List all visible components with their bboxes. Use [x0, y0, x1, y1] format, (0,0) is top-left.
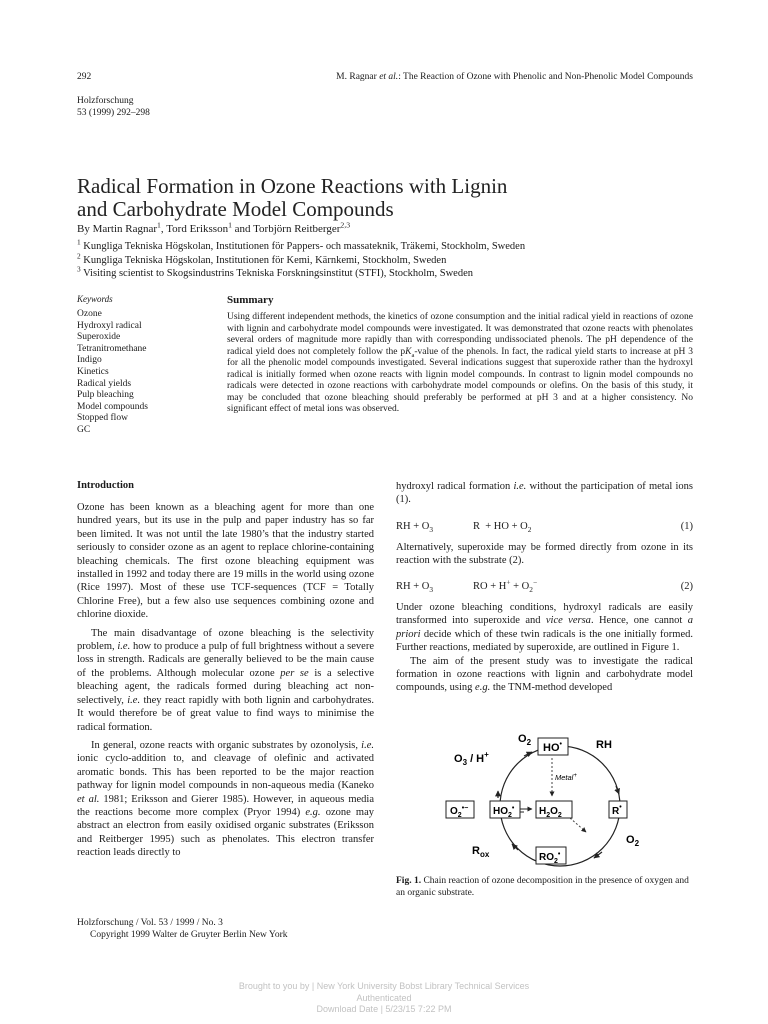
download-line: Authenticated: [356, 992, 412, 1003]
label-o2-minus: $O_2^{•-}$: [450, 805, 469, 819]
label-h2o2: $H_2O_2$: [539, 806, 562, 819]
keyword: Superoxide: [77, 332, 121, 343]
label-rox: $R_{ox}$: [472, 845, 490, 859]
affiliation: $^1$ Kungliga Tekniska Högskolan, Institutionen för Pappers- och massateknik, Träkemi, Stockholm, Sweden: [77, 237, 526, 252]
keywords-list: [77, 309, 148, 437]
equation-1-number: (1): [680, 521, 693, 532]
affiliations: [77, 237, 526, 281]
label-r: R•: [612, 804, 622, 817]
keyword: Kinetics: [77, 366, 109, 377]
keyword: Model compounds: [77, 401, 148, 412]
section-heading-introduction: Introduction: [77, 480, 134, 491]
equation-1-left: RH + $O_3$: [396, 521, 434, 535]
download-notice: [0, 981, 768, 1016]
keyword: Indigo: [77, 355, 102, 366]
label-rh: RH: [596, 739, 612, 751]
download-line: Brought to you by | New York University Bobst Library Technical Services: [238, 981, 530, 991]
keyword: Radical yields: [77, 378, 132, 389]
title-line-2: and Carbohydrate Model Compounds: [77, 197, 394, 221]
title-line-1: Radical Formation in Ozone Reactions with Lignin: [77, 174, 508, 198]
right-column-body: [396, 480, 693, 507]
label-o2-right: $O_2$: [626, 834, 640, 848]
label-ro2: $RO_2^•$: [539, 851, 561, 865]
keyword: Ozone: [77, 309, 102, 319]
label-ho2: $HO_2^•$: [493, 805, 515, 819]
figure-1-diagram: [440, 728, 660, 870]
running-title: M. Ragnar et al.: The Reaction of Ozone with Phenolic and Non-Phenolic Model Compounds: [336, 72, 693, 82]
dashed-arrow: [570, 818, 586, 832]
label-o2-top: $O_2$: [518, 733, 532, 747]
paragraph: In general, ozone reacts with organic substrates by ozonolysis, i.e. ionic cyclo-addition to, and cleavage of olefinic and activated aromatic bonds. This has been reported to be the major reaction pathway for lignin model compounds in non-aqueous media (Kaneko et al. 1981; Eriksson and Gierer 1985). However, in aqueous media the reactions become more complex (Pryor 1994) e.g. ozone may abstract an electron from easily oxidised organic substrates (Eriksson and Reitberger 1995) such as phenolates. This electron transfer reaction leads directly to: [77, 739, 374, 859]
label-metal: Metal+: [555, 773, 577, 782]
equation-2-right: RO + $H^+ + O_2^-$: [473, 577, 538, 595]
keyword: Stopped flow: [77, 413, 128, 424]
equation-1-right: R + HO + $O_2$: [473, 521, 532, 535]
keyword: Hydroxyl radical: [77, 320, 142, 331]
paragraph: hydroxyl radical formation i.e. without the participation of metal ions (1).: [396, 481, 693, 506]
right-column-body-2: [396, 601, 693, 695]
keyword: GC: [77, 424, 91, 435]
author-name: Martin Ragnar: [92, 223, 158, 235]
keyword: Pulp bleaching: [77, 390, 134, 401]
author-name: Tord Eriksson: [166, 223, 229, 235]
affiliation: $^2$ Kungliga Tekniska Högskolan, Institutionen för Kemi, Kärnkemi, Stockholm, Sweden: [77, 251, 447, 266]
left-column-body: [77, 501, 374, 860]
equation-2-number: (2): [680, 581, 693, 592]
paragraph: The main disadvantage of ozone bleaching is the selectivity problem, i.e. how to produce a pulp of full brightness without a severe loss in strength. Radicals are generally believed to be the main cause of the problems. Although molecular ozone per se is a selective bleaching agent, the radicals formed during bleaching act non-selectively, i.e. they react rapidly with both lignin and carbohydrates. It would therefore be of great value to find ways to minimise the radical formation.: [77, 627, 374, 733]
footer-copyright: Copyright 1999 Walter de Gruyter Berlin New York: [90, 930, 288, 940]
paragraph: Alternatively, superoxide may be formed directly from ozone in its reaction with the substrate (2).: [396, 542, 693, 567]
summary-text: Using different independent methods, the kinetics of ozone consumption and the initial radical yield in reactions of ozone with lignin and carbohydrate model compounds were investigated. It was demonstrated that ozone reacts with phenolates several orders of magnitude more rapidly than with corresponding undissociated phenols. The pH dependence of the radical yield does not completely follow the $pK_a$-value of the phenols. In fact, the radical yield starts to increase at pH 3 for all the phenolic model compounds investigated. Several indications suggest that superoxide rather than the hydroxyl radical is initially formed when ozone reacts with lignin model compounds. In contrast to lignin model compounds no radicals were detected in ozone reactions with carbohydrate model compounds or olefins. On the basis of this study, it may be concluded that ozone bleaching should preferably be performed at pH 3 and at a higher consistency. No significant effect of metal ions was observed.: [227, 312, 693, 414]
affiliation: $^3$ Visiting scientist to Skogsindustrins Tekniska Forskningsinstitut (STFI), Stockholm, Sweden: [77, 264, 473, 280]
article-title: [77, 175, 507, 221]
label-ho: HO•: [543, 741, 562, 754]
paragraph: The aim of the present study was to investigate the radical formation in ozone reactions with lignin and carbohydrate model compounds, using e.g. the TNM-method developed: [396, 655, 693, 694]
summary-heading: Summary: [227, 294, 274, 306]
author-name: Torbjörn Reitberger: [253, 223, 341, 235]
paragraph: Ozone has been known as a bleaching agent for more than one hundred years, but its use in the pulp and paper industry has so far been limited. It was not until the late 1980’s that the industry started seriously to consider ozone as an agent to replace chlorine-containing bleaching chemicals. The first ozone bleaching equipment was installed in 1992 and today there are 19 mills in the world using ozone (Rice 1997). Most of these use TCF-sequences (TCF = Totally Chlorine Free), but a few also use sequences combining ozone and chlorine dioxide.: [77, 502, 374, 621]
keyword: Tetranitromethane: [77, 343, 147, 354]
volume-line: 53 (1999) 292–298: [77, 108, 150, 118]
figure-1-caption: Fig. 1. Chain reaction of ozone decomposition in the presence of oxygen and an organic substrate.: [396, 876, 689, 898]
footer-journal: Holzforschung / Vol. 53 / 1999 / No. 3: [77, 918, 223, 928]
journal-name: Holzforschung: [77, 96, 134, 106]
label-o3-h: $O_3 / H^+$: [454, 750, 489, 767]
paragraph: Under ozone bleaching conditions, hydroxyl radicals are easily transformed into superoxide and vice versa. Hence, one cannot a priori decide which of these twin radicals is the one initially formed. Further reactions, mediated by superoxide, are outlined in Figure 1.: [396, 602, 693, 654]
author-byline: By Martin Ragnar$^1$, Tord Eriksson$^1$ and Torbjörn Reitberger$^{2,3}$: [77, 220, 351, 235]
page-number: 292: [77, 72, 92, 82]
keywords-heading: Keywords: [77, 294, 113, 304]
equation-2-left: RH + $O_3$: [396, 581, 434, 595]
download-line: Download Date | 5/23/15 7:22 PM: [316, 1004, 452, 1014]
